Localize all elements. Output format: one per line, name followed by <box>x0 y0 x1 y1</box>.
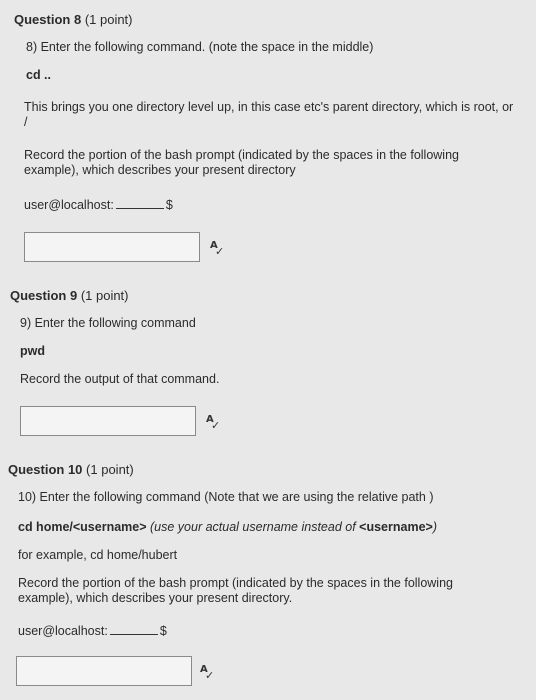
question-8-description: This brings you one directory level up, in this case etc's parent directory, which is root, or / <box>24 100 514 129</box>
question-10-title: Question 10 (1 point) <box>8 462 134 477</box>
question-10-record-text: Record the portion of the bash prompt (indicated by the spaces in the following example), which describes your present directory. <box>18 576 453 605</box>
question-10-instruction: 10) Enter the following command (Note that we are using the relative path ) <box>18 490 434 504</box>
prompt-blank <box>116 196 164 209</box>
question-10-command: cd home/<username> <box>18 520 147 534</box>
question-8-title: Question 8 (1 point) <box>14 12 133 27</box>
question-10-example: for example, cd home/hubert <box>18 548 178 562</box>
question-10-command-line: cd home/<username> (use your actual username instead of <username>) <box>18 520 438 534</box>
question-9-record-text: Record the output of that command. <box>20 372 220 386</box>
question-9-answer-input[interactable] <box>20 406 196 436</box>
prompt-blank <box>110 622 158 635</box>
question-8-command: cd .. <box>26 68 52 82</box>
question-8-prompt: user@localhost: $ <box>24 198 173 212</box>
question-9-command: pwd <box>20 344 45 358</box>
question-10-answer-input[interactable] <box>16 656 192 686</box>
spellcheck-icon[interactable]: A ✓ <box>206 414 221 432</box>
question-8-answer-input[interactable] <box>24 232 200 262</box>
question-8-record-text: Record the portion of the bash prompt (indicated by the spaces in the following example), which describes your present directory <box>24 148 459 177</box>
question-9-instruction: 9) Enter the following command <box>20 316 196 330</box>
spellcheck-icon[interactable]: A ✓ <box>210 240 225 258</box>
question-10-prompt: user@localhost: $ <box>18 624 167 638</box>
spellcheck-icon[interactable]: A ✓ <box>200 664 215 682</box>
question-9-title: Question 9 (1 point) <box>10 288 129 303</box>
question-8-instruction: 8) Enter the following command. (note the space in the middle) <box>26 40 374 54</box>
